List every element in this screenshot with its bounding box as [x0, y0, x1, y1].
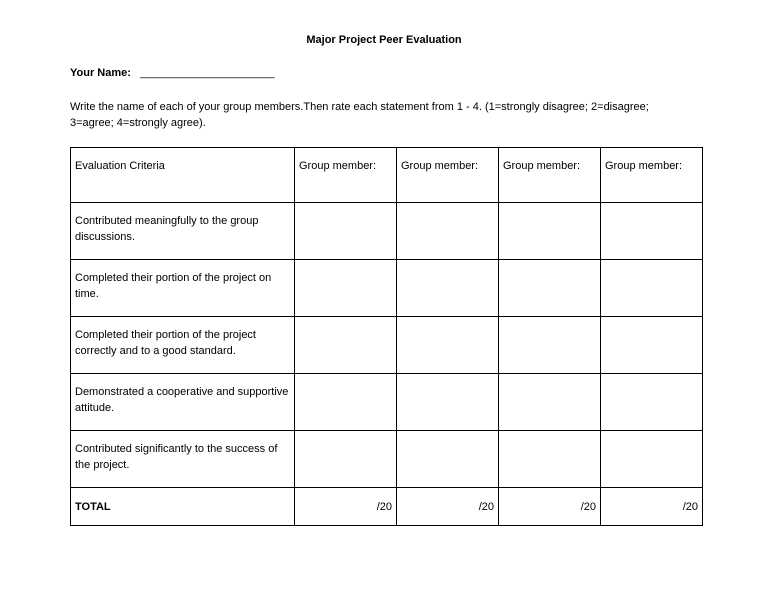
rating-cell[interactable] — [601, 431, 703, 488]
table-row — [71, 317, 703, 374]
criterion-1: Contributed meaningfully to the group discussions. — [71, 203, 295, 260]
instructions-text: Write the name of each of your group members.Then rate each statement from 1 - 4. (1=strongly disagree; 2=disagree; 3=agree; 4=strongly agree). — [70, 101, 649, 129]
rating-cell[interactable] — [397, 431, 499, 488]
criterion-2: Completed their portion of the project on time. — [71, 260, 295, 317]
rating-cell[interactable] — [295, 431, 397, 488]
rating-cell[interactable] — [397, 317, 499, 374]
rating-cell[interactable] — [601, 374, 703, 431]
total-score-member-4[interactable]: /20 — [601, 488, 703, 526]
evaluation-table — [70, 147, 703, 526]
rating-cell[interactable] — [295, 374, 397, 431]
page-title: Major Project Peer Evaluation — [306, 34, 462, 46]
criterion-3: Completed their portion of the project correctly and to a good standard. — [71, 317, 295, 374]
rating-cell[interactable] — [601, 260, 703, 317]
rating-cell[interactable] — [499, 374, 601, 431]
your-name-line — [70, 67, 275, 79]
criterion-4: Demonstrated a cooperative and supportive attitude. — [71, 374, 295, 431]
table-row — [71, 374, 703, 431]
total-score-member-3[interactable]: /20 — [499, 488, 601, 526]
header-group-member-1[interactable]: Group member: — [295, 148, 397, 203]
rating-cell[interactable] — [295, 317, 397, 374]
total-score-member-2[interactable]: /20 — [397, 488, 499, 526]
rating-cell[interactable] — [397, 260, 499, 317]
header-group-member-3[interactable]: Group member: — [499, 148, 601, 203]
rating-cell[interactable] — [397, 374, 499, 431]
rating-cell[interactable] — [499, 260, 601, 317]
rating-cell[interactable] — [499, 203, 601, 260]
total-row — [71, 488, 703, 526]
rating-cell[interactable] — [397, 203, 499, 260]
rating-cell[interactable] — [601, 317, 703, 374]
rating-cell[interactable] — [295, 260, 397, 317]
table-row — [71, 203, 703, 260]
header-group-member-4[interactable]: Group member: — [601, 148, 703, 203]
header-evaluation-criteria: Evaluation Criteria — [71, 148, 295, 203]
table-row — [71, 260, 703, 317]
your-name-label: Your Name: — [70, 67, 131, 79]
criterion-5: Contributed significantly to the success of the project. — [71, 431, 295, 488]
rating-cell[interactable] — [295, 203, 397, 260]
total-score-member-1[interactable]: /20 — [295, 488, 397, 526]
rating-cell[interactable] — [499, 431, 601, 488]
table-row — [71, 431, 703, 488]
table-header-row — [71, 148, 703, 203]
your-name-blank[interactable]: ______________________ — [139, 67, 275, 79]
header-group-member-2[interactable]: Group member: — [397, 148, 499, 203]
rating-cell[interactable] — [499, 317, 601, 374]
total-label: TOTAL — [71, 488, 295, 526]
rating-cell[interactable] — [601, 203, 703, 260]
